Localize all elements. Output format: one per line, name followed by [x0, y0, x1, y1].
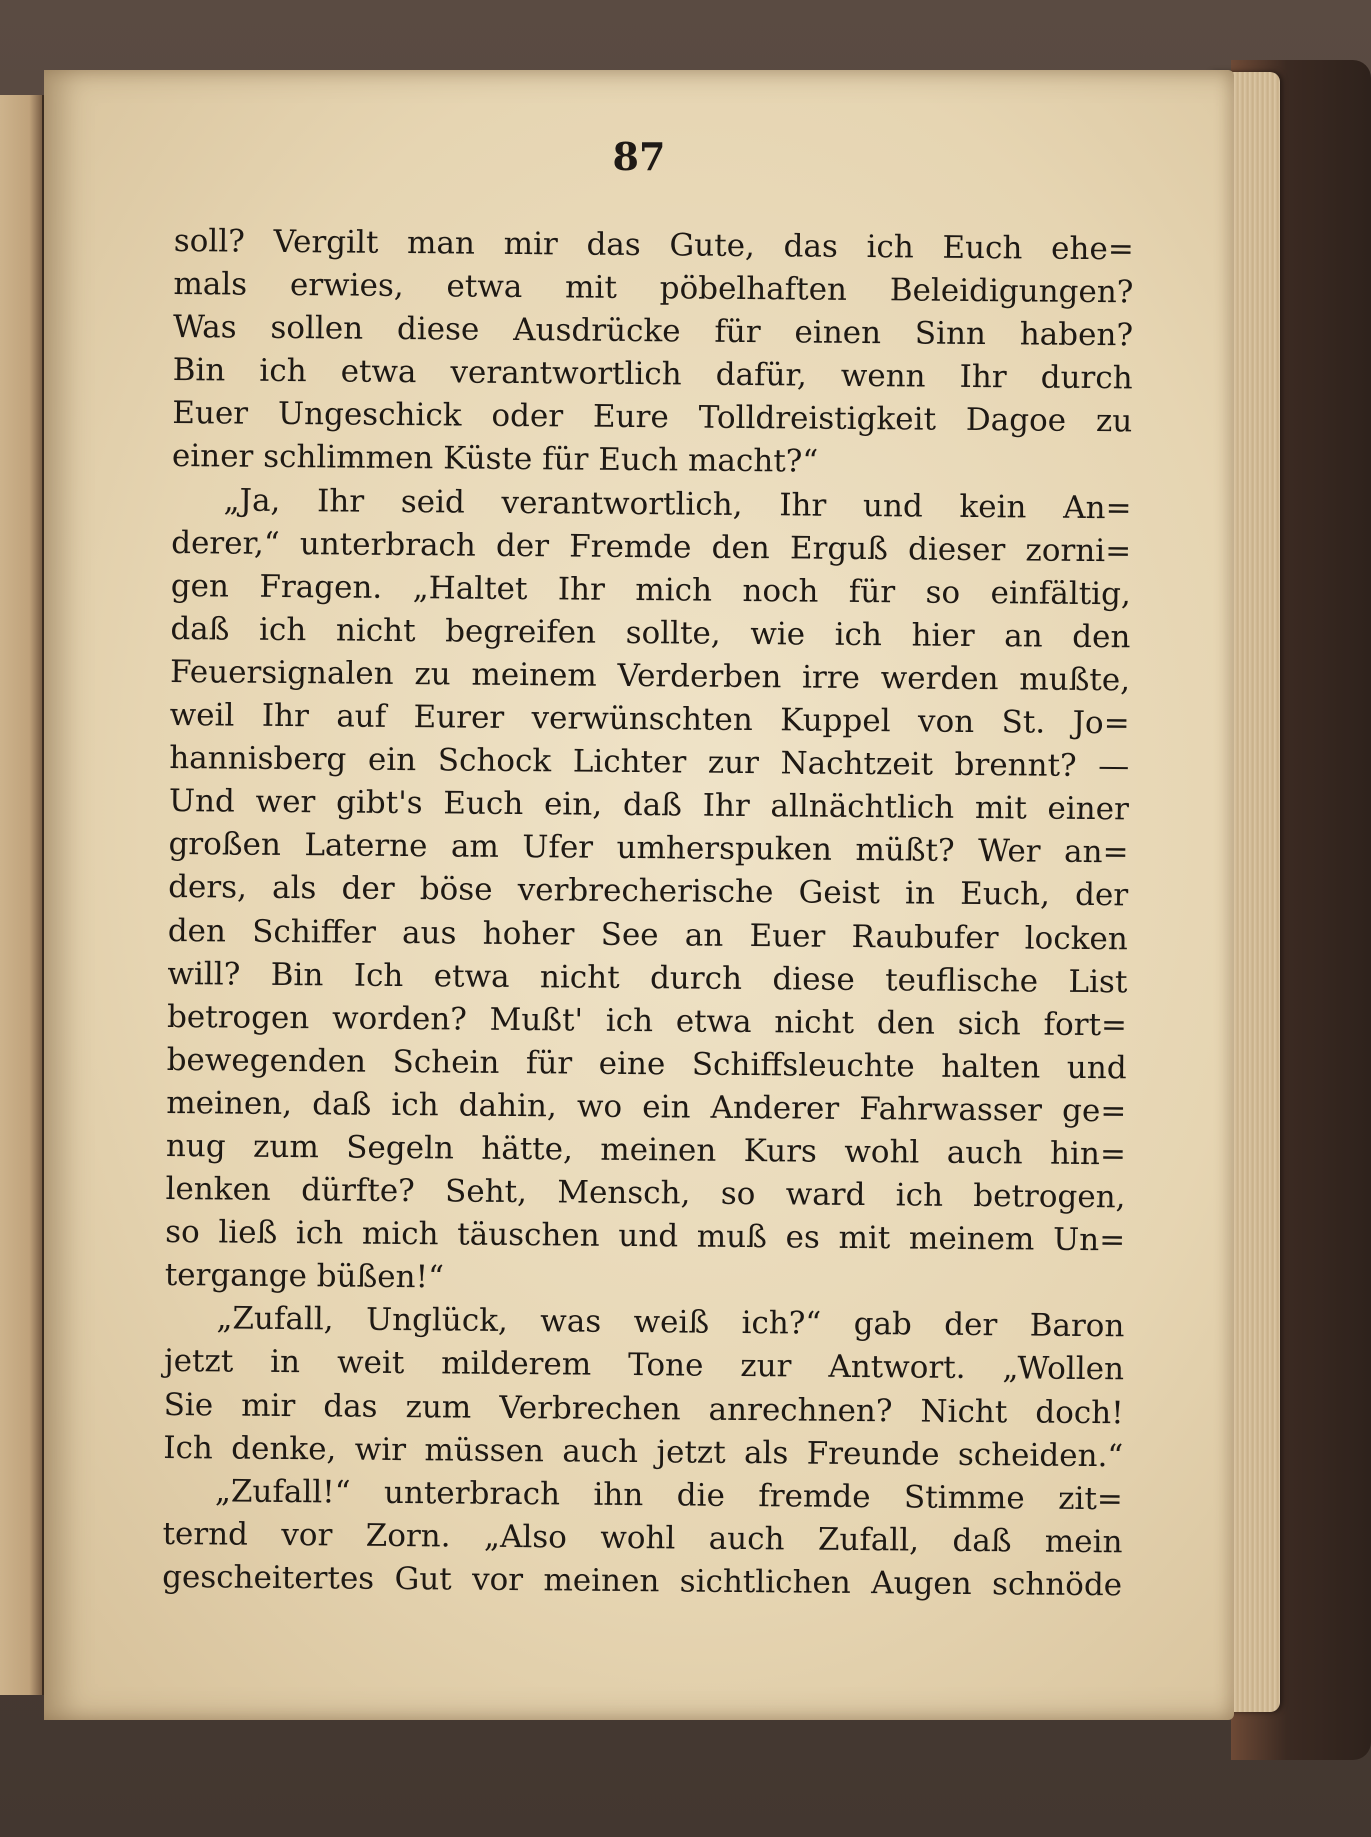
page-number: 87 — [612, 134, 666, 179]
text-line: Ich denke, wir müssen auch jetzt als Freunde scheiden.“ — [163, 1429, 1124, 1474]
text-line: so ließ ich mich täuschen und muß es mit meinem Un= — [165, 1214, 1126, 1259]
text-line: gescheitertes Gut vor meinen sichtlichen Augen schnöde — [162, 1558, 1123, 1604]
text-line: großen Laterne am Ufer umherspuken müßt? Wer an= — [168, 826, 1129, 871]
text-line: den Schiffer aus hoher See an Euer Raubufer locken — [167, 912, 1128, 957]
text-line: daß ich nicht begreifen sollte, wie ich hier an den — [170, 610, 1131, 656]
text-line: Euer Ungeschick oder Eure Tolldreistigkeit Dagoe zu — [172, 395, 1133, 440]
text-line: meinen, daß ich dahin, wo ein Anderer Fahrwasser ge= — [166, 1084, 1127, 1130]
text-line: weil Ihr auf Eurer verwünschten Kuppel von St. Jo= — [169, 697, 1130, 742]
text-line: Feuersignalen zu meinem Verderben irre werden mußte, — [169, 653, 1131, 699]
text-line: „Zufall!“ unterbrach ihn die fremde Stimme zit= — [214, 1473, 1124, 1518]
book-page — [44, 70, 1234, 1720]
text-line: gen Fragen. „Haltet Ihr mich noch für so einfältig, — [170, 567, 1131, 613]
text-line: betrogen worden? Mußt' ich etwa nicht den sich fort= — [166, 998, 1128, 1044]
text-line: bewegenden Schein für eine Schiffsleuchte halten und — [166, 1041, 1127, 1087]
text-line: will? Bin Ich etwa nicht durch diese teuflische List — [167, 955, 1128, 1000]
text-line: ternd vor Zorn. „Also wohl auch Zufall, daß mein — [162, 1515, 1123, 1561]
text-line: derer,“ unterbrach der Fremde den Erguß dieser zorni= — [171, 524, 1132, 570]
body-text — [162, 220, 1134, 1607]
text-line: „Ja, Ihr seid verantwortlich, Ihr und kein An= — [223, 482, 1132, 526]
text-line: Was sollen diese Ausdrücke für einen Sinn haben? — [172, 309, 1134, 354]
text-line: Bin ich etwa verantwortlich dafür, wenn Ihr durch — [172, 352, 1133, 397]
text-line: Sie mir das zum Verbrechen anrechnen? Nicht doch! — [163, 1386, 1124, 1431]
text-line: tergange büßen!“ — [164, 1257, 445, 1296]
text-line: ders, als der böse verbrecherische Geist in Euch, der — [168, 869, 1129, 914]
text-line: „Zufall, Unglück, was weiß ich?“ gab der Baron — [216, 1300, 1125, 1345]
text-line: mals erwies, etwa mit pöbelhaften Beleidigungen? — [173, 266, 1134, 311]
text-line: soll? Vergilt man mir das Gute, das ich Euch ehe= — [173, 222, 1134, 268]
text-line: jetzt in weit milderem Tone zur Antwort. „Wollen — [163, 1343, 1125, 1388]
text-line: lenken dürfte? Seht, Mensch, so ward ich betrogen, — [165, 1171, 1126, 1216]
text-line: Und wer gibt's Euch ein, daß Ihr allnächtlich mit einer — [168, 783, 1130, 828]
text-line: einer schlimmen Küste für Euch macht?“ — [171, 438, 819, 481]
text-line: nug zum Segeln hätte, meinen Kurs wohl auch hin= — [165, 1127, 1127, 1173]
text-line: hannisberg ein Schock Lichter zur Nachtzeit brennt? — — [169, 740, 1130, 785]
left-page-edge — [0, 95, 44, 1695]
